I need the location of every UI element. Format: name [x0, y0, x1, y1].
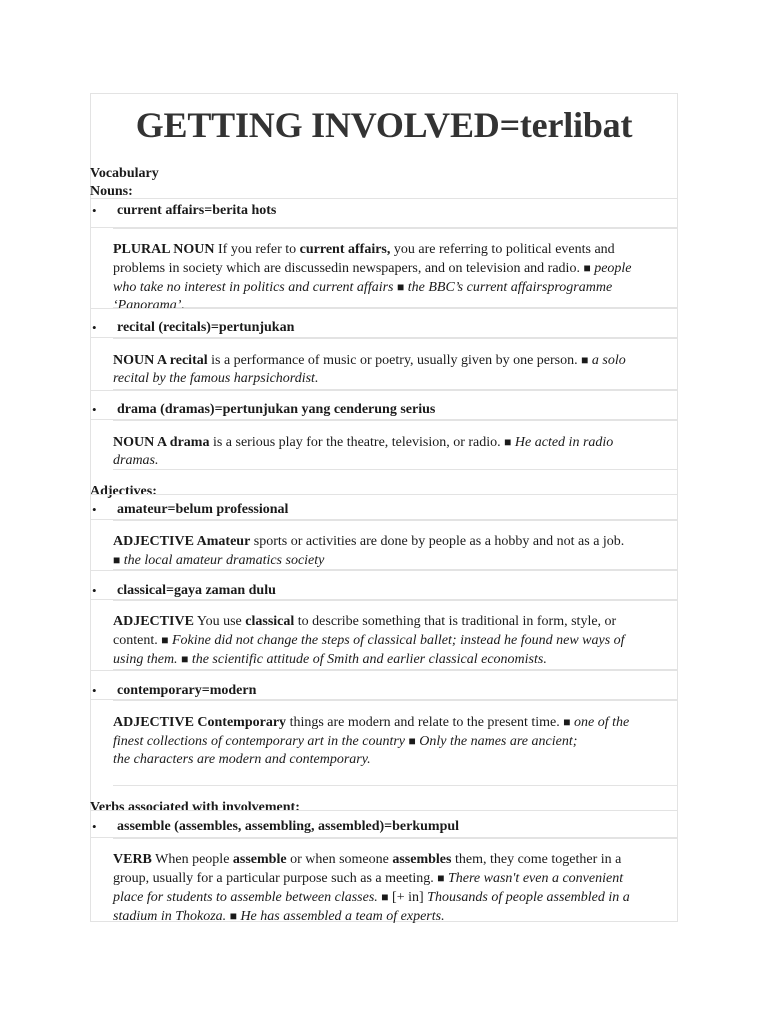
term-drama: drama (dramas)=pertunjukan yang cenderung serius	[117, 402, 436, 417]
definition-drama: NOUN A drama is a serious play for the theatre, television, or radio. ■ He acted in radio dramas.	[113, 420, 678, 470]
bullet-icon: •	[92, 819, 97, 834]
term-recital: recital (recitals)=pertunjukan	[117, 320, 295, 335]
definition-recital: NOUN A recital is a performance of music or poetry, usually given by one person. ■ a solo recital by the famous harpsichordist.	[113, 338, 678, 390]
heading-adjectives: Adjectives:	[90, 484, 157, 499]
definition-amateur: ADJECTIVE Amateur sports or activities are done by people as a hobby and not as a job. ■ the local amateur dramatics society	[113, 520, 678, 570]
bullet-icon: •	[92, 502, 97, 517]
term-current-affairs: current affairs=berita hots	[117, 203, 277, 218]
bullet-icon: •	[92, 683, 97, 698]
bullet-icon: •	[92, 320, 97, 335]
definition-contemporary: ADJECTIVE Contemporary things are modern and relate to the present time. ■ one of the finest collections of contemporary art in the country ■ Only the names are ancient; the characters are modern and contemporary.	[113, 700, 678, 786]
heading-verbs: Verbs associated with involvement:	[90, 800, 300, 815]
definition-assemble: VERB When people assemble or when someone assembles them, they come together in a group, usually for a particular purpose such as a meeting. ■ There wasn't even a convenient place for students to assemble between classes. ■ [+ in] Thousands of people assembled in a stadium in Thokoza. ■ He has assembled a team of experts.	[113, 838, 678, 922]
definition-classical: ADJECTIVE You use classical to describe something that is traditional in form, style, or content. ■ Fokine did not change the steps of classical ballet; instead he found new ways of using them. ■ the scientific attitude of Smith and earlier classical economists.	[113, 600, 678, 670]
definition-current-affairs: PLURAL NOUN If you refer to current affairs, you are referring to political events and problems in society which are discussedin newspapers, and on television and radio. ■ people who take no interest in politics and current affairs ■ the BBC’s current affairsprogramme ‘Panorama’.	[113, 228, 678, 308]
bullet-icon: •	[92, 583, 97, 598]
term-assemble: assemble (assembles, assembling, assembled)=berkumpul	[117, 819, 460, 834]
term-classical: classical=gaya zaman dulu	[117, 583, 276, 598]
bullet-icon: •	[92, 203, 97, 218]
page-title: GETTING INVOLVED=terlibat	[135, 105, 633, 145]
bullet-icon: •	[92, 402, 97, 417]
term-contemporary: contemporary=modern	[117, 683, 257, 698]
heading-nouns: Nouns:	[90, 184, 133, 199]
heading-vocabulary: Vocabulary	[90, 166, 159, 181]
term-amateur: amateur=belum professional	[117, 502, 289, 517]
